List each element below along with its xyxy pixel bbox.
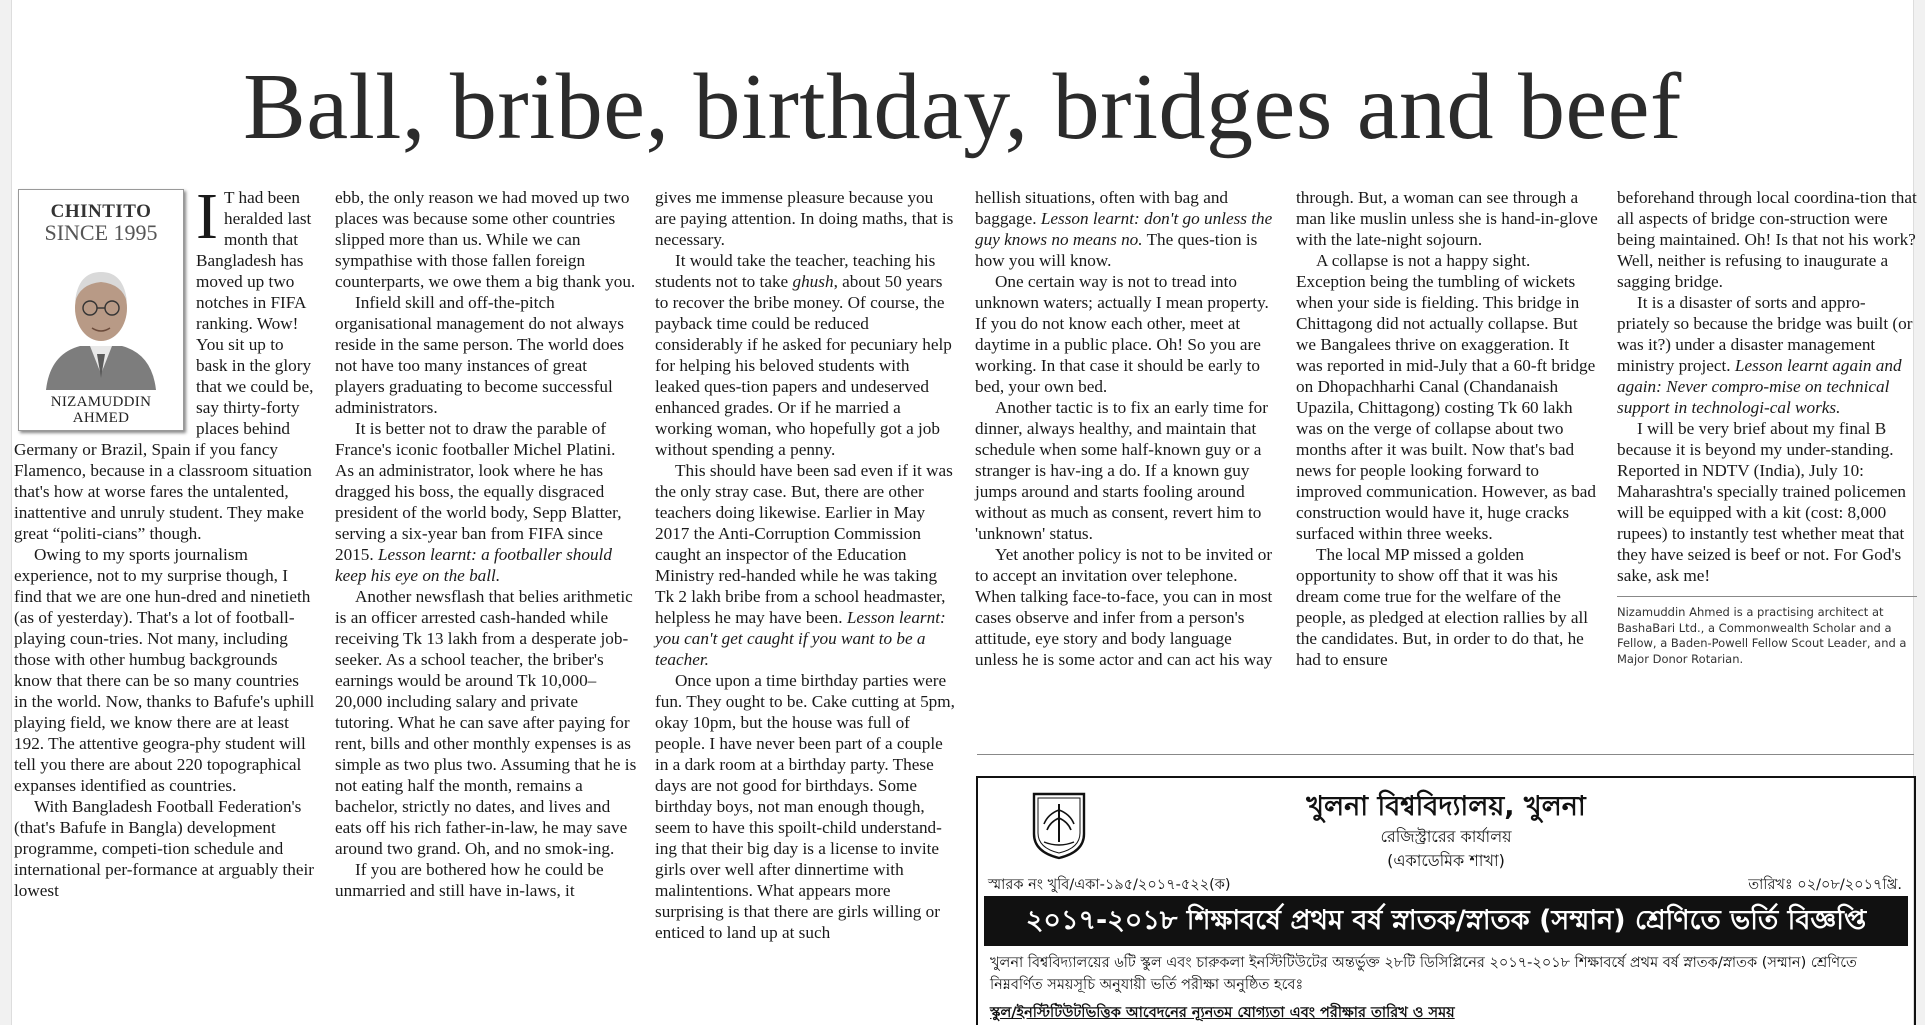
article-column-2 bbox=[335, 187, 637, 901]
paragraph: ebb, the only reason we had moved up two places was because some other countries slipped more than us. While we can sympathise with those fallen foreign counterparts, we owe them a big thank you. bbox=[335, 188, 636, 291]
paragraph: The local MP missed a golden opportunity to show off that it was his dream come true for the welfare of the people, as pledged at election rallies by all the candidates. But, in order to do that, he had to ensure bbox=[1296, 545, 1589, 669]
paragraph: gives me immense pleasure because you are paying attention. In doing maths, that is necessary. bbox=[655, 188, 954, 249]
paragraph: Another tactic is to fix an early time for dinner, always healthy, and maintain that schedule when some half-known guy or a stranger is hav-ing a do. If a known guy jumps around and starts fooling around without as much as consent, revert him to 'unknown' status. bbox=[975, 398, 1268, 543]
paragraph: Another newsflash that belies arithmetic is an officer arrested cash-handed while receiving Tk 13 lakh from a desperate job-seeker. As a school teacher, the briber's earnings would be around Tk 10,000–20,000 including salary and private tutoring. What he can save after paying for rent, bills and other monthly expenses is as simple as two plus two. Assuming that he is not eating half the month, remains a bachelor, strictly no dates, and lives and eats off his rich father-in-law, he may save around two grand. Oh, and no smok-ing. bbox=[335, 587, 637, 858]
paragraph: beforehand through local coordina-tion that all aspects of bridge con-struction were being maintained. Oh! Is that not his work? Well, neither is refusing to inaugurate a sagging bridge. bbox=[1617, 188, 1917, 291]
lesson-learnt: Lesson learnt: you can't get caught if you want to be a teacher. bbox=[655, 608, 946, 669]
article-column-4 bbox=[975, 187, 1277, 670]
author-name-2: AHMED bbox=[72, 410, 130, 426]
paragraph: The ques-tion is how you will know. bbox=[975, 230, 1258, 270]
reference-number: স্মারক নং খুবি/একা-১৯৫/২০১৭-৫২২(ক) bbox=[988, 877, 1231, 893]
lesson-learnt: Lesson learnt: don't go unless the guy knows no means no. bbox=[975, 209, 1273, 249]
lesson-learnt: Lesson learnt again and again: Never compro-mise on technical support in technologi-cal works. bbox=[1617, 356, 1902, 417]
column-since: SINCE 1995 bbox=[44, 220, 158, 245]
paragraph: This should have been sad even if it was the only stray case. But, there are other teachers doing likewise. Earlier in May 2017 the Anti-Corruption Commission caught an inspector of the Education Ministry red-handed while he was taking Tk 2 lakh bribe from a school headmaster, helpless he may have been. bbox=[655, 461, 953, 627]
paragraph: With Bangladesh Football Federation's (that's Bafufe in Bangla) development programme, competi-tion schedule and international per-formance at arguably their lowest bbox=[14, 797, 314, 900]
article-column-3 bbox=[655, 187, 957, 943]
byline-box bbox=[18, 189, 184, 431]
italic-word: ghush bbox=[792, 272, 834, 291]
paragraph: Once upon a time birthday parties were fun. They ought to be. Cake cutting at 5pm, okay 10pm, but the house was full of people. I have never been part of a couple in a dark room at a birthday party. These days are not good for birthdays. Some birthday boys, not man enough though, seem to have this spoilt-child understand-ing that their big day is a license to invite girls over well after dinnertime with malintentions. What appears more surprising is that there are girls willing or enticed to land up at such bbox=[655, 671, 955, 942]
author-footnote: Nizamuddin Ahmed is a practising architect at BashaBari Ltd., a Commonwealth Scholar and a Fellow, a Baden-Powell Fellow Scout Leader, and a Major Donor Rotarian. bbox=[1617, 596, 1917, 667]
advertisement-separator bbox=[977, 754, 1914, 755]
paragraph: , about 50 years to recover the bribe money. Of course, the payback time could be reduced considerably if he asked for pecuniary help for helping his beloved students with leaked ques-tion papers and undeserved enhanced grades. Or if he married a working woman, who hopefully got a job without spending a penny. bbox=[655, 272, 952, 459]
lesson-learnt: Lesson learnt: a footballer should keep his eye on the ball. bbox=[335, 545, 612, 585]
paragraph: One certain way is not to tread into unknown waters; actually I mean property. If you do not know each other, meet at daytime in a public place. Oh! So you are working. In that case it should be early to bed, your own bed. bbox=[975, 272, 1269, 396]
registrar-office: রেজিস্ট্রারের কার্যালয় bbox=[1380, 827, 1512, 846]
paragraph: A collapse is not a happy sight. Exception being the tumbling of wickets when your side is fielding. This bridge in Chittagong did not actually collapse. But we Bangalees thrive on exaggeration. It was reported in mid-July that a 60-ft bridge on Dhopachharhi Canal (Chandanaish Upazila, Chittagong) costing Tk 60 lakh was on the verge of collapse about two months after it was built. Now that's bad news for people looking forward to improved communication. However, as bad construction would have it, huge cracks surfaced within three weeks. bbox=[1296, 251, 1597, 543]
author-portrait bbox=[36, 250, 166, 390]
academic-branch: (একাডেমিক শাখা) bbox=[1387, 851, 1505, 870]
university-name: খুলনা বিশ্ববিদ্যালয়, খুলনা bbox=[1306, 791, 1586, 822]
dropcap: I bbox=[196, 180, 218, 253]
paragraph: Yet another policy is not to be invited or to accept an invitation over telephone. When talking face-to-face, you can in most cases observe and infer from a person's attitude, eye story and body language unless he is some actor and can act his way bbox=[975, 545, 1273, 669]
paragraph: hellish situations, often with bag and baggage. bbox=[975, 188, 1229, 228]
article-column-1 bbox=[14, 180, 316, 901]
paragraph: I will be very brief about my final B because it is beyond my under-standing. Reported in NDTV (India), July 10: Maharashtra's specially trained policemen will be equipped with a kit (cost: 8,000 rupees) to instantly test whether meat that they have seized is beef or not. For God's sake, ask me! bbox=[1617, 419, 1906, 585]
admission-body-text: খুলনা বিশ্ববিদ্যালয়ের ৬টি স্কুল এবং চারুকলা ইনস্টিটিউটের অন্তর্ভুক্ত ২৮টি ডিসিপ্লিনের ২০১৭-২০১৮ শিক্ষাবর্ষে প্রথম বর্ষ স্নাতক/স্নাতক (সম্মান) শ্রেণিতে নিম্নবর্ণিত সময়সূচি অনুযায়ী ভর্তি পরীক্ষা অনুষ্ঠিত হবেঃ bbox=[990, 955, 1857, 993]
admission-banner: ২০১৭-২০১৮ শিক্ষাবর্ষে প্রথম বর্ষ স্নাতক/স্নাতক (সম্মান) শ্রেণিতে ভর্তি বিজ্ঞপ্তি bbox=[984, 896, 1908, 946]
paragraph: It is better not to draw the parable of France's iconic footballer Michel Platini. As an administrator, look where he has dragged his boss, the equally disgraced president of the world body, Sepp Blatter, serving a six-year ban from FIFA since 2015. bbox=[335, 419, 622, 564]
notice-date: তারিখঃ ০২/০৮/২০১৭খ্রি. bbox=[1748, 877, 1902, 893]
university-admission-advertisement bbox=[976, 776, 1916, 1025]
paragraph: It would take the teacher, teaching his students not to take bbox=[655, 251, 936, 291]
admission-subheading: স্কুল/ইনস্টিটিউটভিত্তিক আবেদনের ন্যূনতম যোগ্যতা এবং পরীক্ষার তারিখ ও সময় bbox=[990, 1005, 1455, 1021]
column-name: CHINTITO bbox=[50, 201, 152, 222]
paragraph: Infield skill and off-the-pitch organisational management do not always reside in the same person. The world does not have too many instances of great players graduating to become successful administrators. bbox=[335, 293, 624, 417]
paragraph: T had been heralded last month that Bangladesh has moved up two notches in FIFA ranking. Wow! You sit up to bask in the glory that we could be, say thirty-forty places behind Germany or Brazil, Spain if you fancy Flamenco, because in a classroom situation that's how at worse fares the untalented, inattentive and unruly student. They make great “politi-cians” though. bbox=[14, 188, 314, 543]
author-name-1: NIZAMUDDIN bbox=[50, 394, 152, 410]
page-margin-left bbox=[0, 0, 12, 1025]
article-column-5 bbox=[1296, 187, 1598, 670]
article-column-6 bbox=[1617, 187, 1917, 667]
headline: Ball, bribe, birthday, bridges and beef bbox=[243, 55, 1682, 159]
paragraph: through. But, a woman can see through a man like muslin unless she is hand-in-glove with the late-night sojourn. bbox=[1296, 188, 1598, 249]
paragraph: If you are bothered how he could be unmarried and still have in-laws, it bbox=[335, 860, 604, 900]
paragraph: Owing to my sports journalism experience, not to my surprise though, I find that we are one hun-dred and ninetieth (as of yesterday). That's a lot of football-playing coun-tries. Not many, including those with other humbug backgrounds know that there can be so many countries in the world. Now, thanks to Bafufe's uphill playing field, we know there are at least 192. The attentive geogra-phy student will tell you there are about 220 topographical expanses identified as countries. bbox=[14, 545, 315, 795]
paragraph: It is a disaster of sorts and appro-priately so because the bridge was built (or was it?) under a disaster management ministry project. bbox=[1617, 293, 1913, 375]
